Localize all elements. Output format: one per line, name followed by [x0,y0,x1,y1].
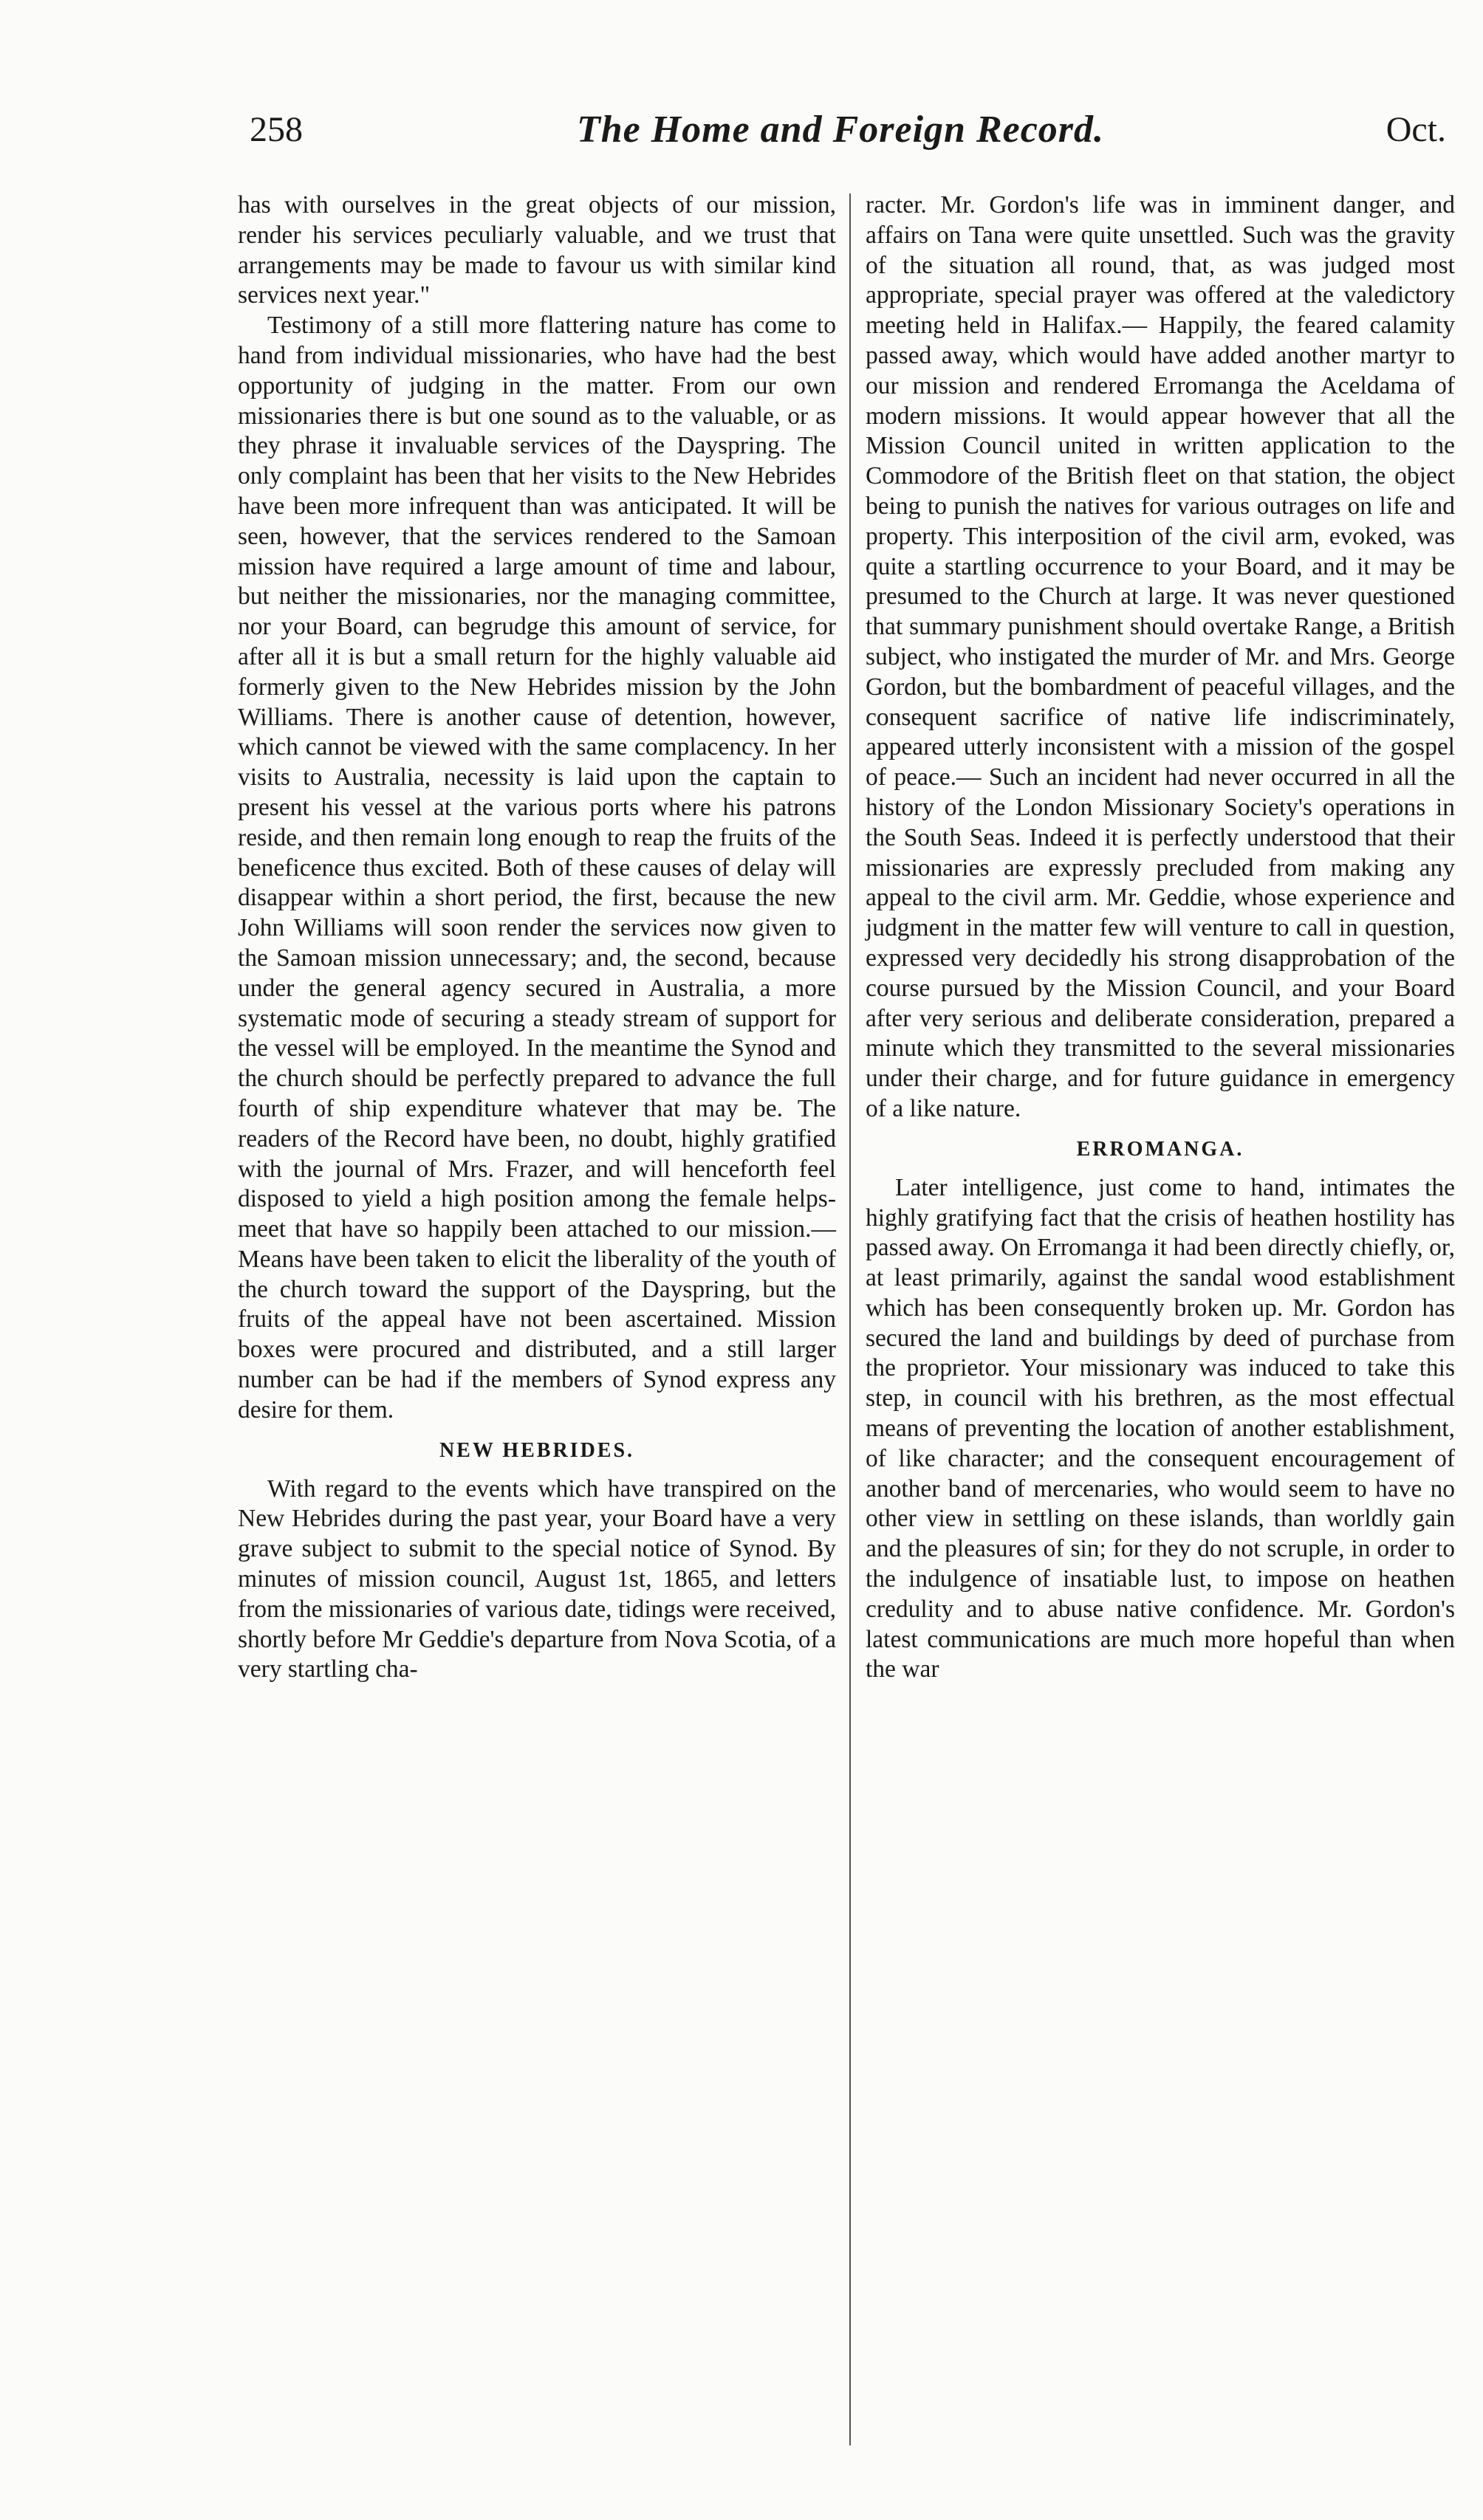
issue-month: Oct. [1386,110,1446,149]
paragraph: racter. Mr. Gordon's life was in imminent danger, and affairs on Tana were quite unsettled. Such was the gravity of the situation all round, that, as was judged most appropriate, special prayer was offered at the valedictory meeting held in Halifax.— Happily, the feared calamity passed away, which would have added another martyr to our mission and rendered Erromanga the Aceldama of modern missions. It would appear however that all the Mission Council united in written application to the Commodore of the British fleet on that station, the object being to punish the natives for various outrages on life and property. This interposition of the civil arm, evoked, was quite a startling occurrence to your Board, and it may be presumed to the Church at large. It was never questioned that summary punishment should overtake Range, a British subject, who instigated the murder of Mr. and Mrs. George Gordon, but the bombardment of peaceful villages, and the consequent sacrifice of native life indiscriminately, appeared utterly inconsistent with a mission of the gospel of peace.— Such an incident had never occurred in all the history of the London Missionary Society's operations in the South Seas. Indeed it is perfectly understood that their missionaries are expressly precluded from making any appeal to the civil arm. Mr. Geddie, whose experience and judgment in the matter few will venture to call in question, expressed very decidedly his strong disapprobation of the course pursued by the Mission Council, and your Board after very serious and deliberate consideration, prepared a minute which they transmitted to the several missionaries under their charge, and for future guidance in emergency of a like nature. [866,191,1455,1122]
paragraph: has with ourselves in the great objects of our mission, render his services peculiarly valuable, and we trust that arrangements may be made to favour us with similar kind services next year." [238,191,836,309]
column-rule [849,193,851,2445]
section-heading-new-hebrides: NEW HEBRIDES. [439,1438,635,1462]
left-column [238,190,836,1685]
running-header [235,109,1446,161]
section-heading-erromanga: ERROMANGA. [1076,1137,1244,1161]
journal-title: The Home and Foreign Record. [576,109,1105,151]
right-column [866,190,1455,1685]
paragraph: Later intelligence, just come to hand, intimates the highly gratifying fact that the crisis of heathen hostility has passed away. On Erromanga it had been directly chiefly, or, at least primarily, against the sandal wood establishment which has been consequently broken up. Mr. Gordon has secured the land and buildings by deed of purchase from the proprietor. Your missionary was induced to take this step, in council with his brethren, as the most effectual means of preventing the location of another establishment, of like character; and the consequent encouragement of another band of mercenaries, who would seem to have no other view in settling on these islands, than worldly gain and the pleasures of sin; for they do not scruple, in order to the indulgence of insatiable lust, to impose on heathen credulity and to abuse native confidence. Mr. Gordon's latest communications are much more hopeful than when the war [866,1173,1456,1683]
page-number: 258 [250,110,303,149]
paragraph: With regard to the events which have transpired on the New Hebrides during the past year, your Board have a very grave subject to submit to the special notice of Synod. By minutes of mission council, August 1st, 1865, and letters from the missionaries of various date, tidings were received, shortly before Mr Geddie's departure from Nova Scotia, of a very startling cha- [238,1474,836,1683]
paragraph: Testimony of a still more flattering nature has come to hand from individual missionaries, who have had the best opportunity of judging in the matter. From our own missionaries there is but one sound as to the valuable, or as they phrase it invaluable services of the Dayspring. The only complaint has been that her visits to the New Hebrides have been more infrequent than was anticipated. It will be seen, however, that the services rendered to the Samoan mission have required a large amount of time and labour, but neither the missionaries, nor the managing committee, nor your Board, can begrudge this amount of service, for after all it is but a small return for the highly valuable aid formerly given to the New Hebrides mission by the John Williams. There is another cause of detention, however, which cannot be viewed with the same complacency. In her visits to Australia, necessity is laid upon the captain to present his vessel at the various ports where his patrons reside, and then remain long enough to reap the fruits of the beneficence thus excited. Both of these causes of delay will disappear within a short period, the first, because the new John Williams will soon render the services now given to the Samoan mission unnecessary; and, the second, because under the general agency secured in Australia, a more systematic mode of securing a steady stream of support for the vessel will be employed. In the meantime the Synod and the church should be perfectly prepared to advance the full fourth of ship expenditure whatever that may be. The readers of the Record have been, no doubt, highly gratified with the journal of Mrs. Frazer, and will henceforth feel disposed to yield a high position among the female helps-meet that have so happily been attached to our mission.— Means have been taken to elicit the liberality of the youth of the church toward the support of the Dayspring, but the fruits of the appeal have not been ascertained. Mission boxes were procured and distributed, and a still larger number can be had if the members of Synod express any desire for them. [238,312,836,1424]
